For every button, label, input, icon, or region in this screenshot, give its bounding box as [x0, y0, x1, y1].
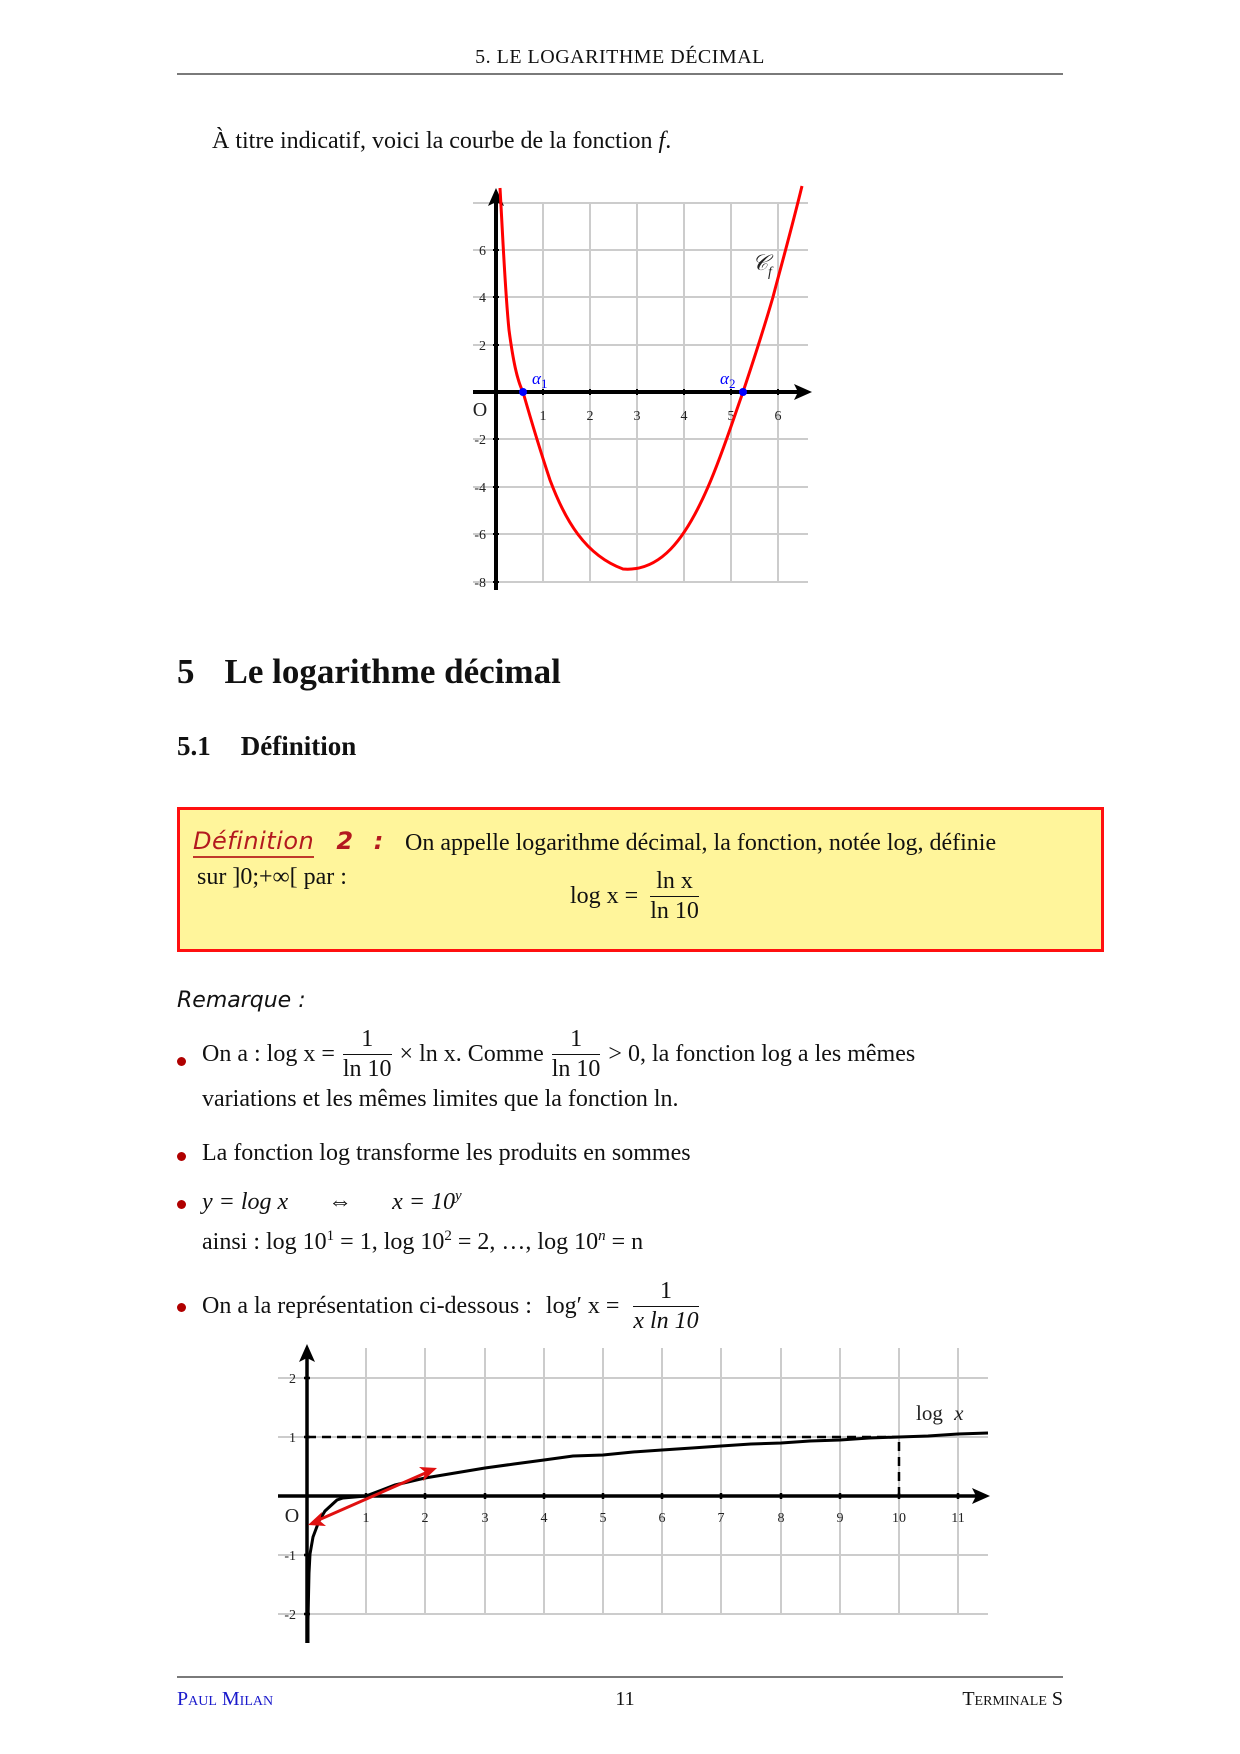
ainsi-mid-2: = 2, …, log 10: [451, 1229, 599, 1255]
formula-lhs: log x =: [570, 883, 639, 909]
section-number: 5: [177, 652, 195, 691]
svg-text:-2: -2: [474, 433, 486, 448]
svg-text:1: 1: [362, 1511, 370, 1526]
chart-function-f: [0, 0, 1240, 640]
svg-text:6: 6: [774, 409, 782, 424]
svg-text:10: 10: [892, 1511, 906, 1526]
remark-item-4: [202, 1278, 699, 1335]
running-title: 5. LE LOGARITHME DÉCIMAL: [475, 46, 765, 68]
svg-text:6: 6: [479, 244, 486, 259]
alpha2-point: [739, 388, 747, 396]
ainsi-prefix: ainsi : log 10: [202, 1229, 327, 1255]
svg-text:-4: -4: [474, 481, 486, 496]
svg-text:-6: -6: [474, 528, 486, 543]
ainsi-exp-n: n: [598, 1228, 606, 1244]
svg-text:4: 4: [680, 409, 688, 424]
ainsi-mid-1: = 1, log 10: [334, 1229, 445, 1255]
item3-lhs: y = log x: [202, 1189, 289, 1215]
item1-frac1-den: ln 10: [342, 1056, 392, 1082]
origin-label: O: [472, 399, 488, 421]
item3-equiv: ⇔: [328, 1189, 353, 1215]
intro-text: À titre indicatif, voici la courbe de la fonction: [212, 128, 659, 154]
item1-mid: × ln x. Comme: [399, 1041, 544, 1067]
curve-label-cf: 𝒞$_f$: [752, 250, 772, 280]
svg-text:6: 6: [658, 1511, 666, 1526]
definition-formula: [570, 868, 699, 925]
subsection-title: Définition: [240, 731, 357, 761]
svg-text:1: 1: [539, 409, 547, 424]
formula-denominator: ln 10: [650, 898, 699, 924]
item4-text: On a la représentation ci-dessous :: [202, 1293, 532, 1319]
origin-label: O: [284, 1505, 300, 1527]
svg-text:2: 2: [289, 1372, 296, 1387]
footer-rule: [177, 1676, 1063, 1678]
item3-rhs-exp: y: [455, 1188, 462, 1204]
svg-text:5: 5: [727, 409, 735, 424]
svg-text:3: 3: [481, 1511, 489, 1526]
svg-text:8: 8: [777, 1511, 785, 1526]
log-curve-label: log x: [916, 1401, 964, 1425]
x-tick-labels: [540, 409, 782, 424]
svg-text:-2: -2: [284, 1608, 296, 1623]
section-heading: [177, 652, 561, 692]
remark-item-1-line-2: variations et les mêmes limites que la fonction ln.: [202, 1086, 679, 1112]
definition-label: [193, 827, 384, 855]
log-curve: [308, 1433, 988, 1643]
item3-rhs: x = 10: [392, 1189, 456, 1215]
item4-deriv-lhs: log′ x =: [545, 1293, 620, 1319]
item1-frac2-num: 1: [552, 1026, 601, 1055]
svg-text:2: 2: [479, 339, 486, 354]
definition-colon: :: [373, 827, 384, 855]
svg-text:2: 2: [586, 409, 594, 424]
intro-period: .: [665, 128, 672, 154]
remark-item-3-line-2: [202, 1228, 643, 1256]
item1-frac2-den: ln 10: [551, 1056, 601, 1082]
footer-author: Paul Milan: [177, 1688, 274, 1710]
alpha1-label: $\alpha_1$: [532, 369, 548, 391]
bullet-3: [177, 1200, 186, 1209]
item4-frac-num: 1: [633, 1278, 698, 1307]
definition-word: Définition: [193, 827, 314, 858]
section-title: Le logarithme décimal: [224, 652, 561, 691]
ainsi-exp-1: 1: [326, 1228, 335, 1244]
svg-text:4: 4: [479, 291, 486, 306]
definition-line-1: On appelle logarithme décimal, la fonction, notée log, définie: [405, 830, 997, 856]
x-tick-labels: [363, 1511, 965, 1526]
remark-item-3: [202, 1188, 462, 1216]
subsection-number: 5.1: [177, 731, 211, 761]
remark-item-1: [202, 1026, 915, 1083]
footer-course: Terminale S: [962, 1688, 1063, 1710]
ainsi-exp-2: 2: [444, 1228, 452, 1244]
bullet-1: [177, 1057, 186, 1066]
svg-text:5: 5: [599, 1511, 607, 1526]
alpha1-point: [519, 388, 527, 396]
remark-item-2: La fonction log transforme les produits en sommes: [202, 1140, 691, 1166]
item1-frac1-num: 1: [343, 1026, 392, 1055]
definition-number: 2: [336, 827, 354, 855]
subsection-heading: [177, 731, 356, 762]
intro-var: f: [658, 128, 666, 154]
grid: [278, 1348, 988, 1614]
ainsi-end: = n: [605, 1229, 644, 1255]
svg-text:4: 4: [540, 1511, 548, 1526]
footer-page-number: 11: [615, 1688, 635, 1710]
svg-text:-1: -1: [284, 1549, 296, 1564]
svg-text:2: 2: [421, 1511, 429, 1526]
item1-post: > 0, la fonction log a les mêmes: [608, 1041, 916, 1067]
alpha2-label: $\alpha_2$: [720, 369, 736, 391]
svg-text:11: 11: [951, 1511, 965, 1526]
svg-text:9: 9: [836, 1511, 844, 1526]
definition-line-2: sur ]0;+∞[ par :: [197, 864, 347, 890]
item1-pre: On a : log x =: [202, 1041, 335, 1067]
svg-text:-8: -8: [474, 576, 486, 591]
bullet-2: [177, 1152, 186, 1161]
bullet-4: [177, 1303, 186, 1312]
item4-frac-den: x ln 10: [633, 1308, 699, 1334]
formula-numerator: ln x: [650, 868, 699, 897]
chart-log: [0, 1330, 1240, 1660]
remark-label: Remarque :: [177, 988, 306, 1013]
svg-text:7: 7: [717, 1511, 725, 1526]
svg-text:3: 3: [633, 409, 641, 424]
svg-text:1: 1: [289, 1431, 296, 1446]
